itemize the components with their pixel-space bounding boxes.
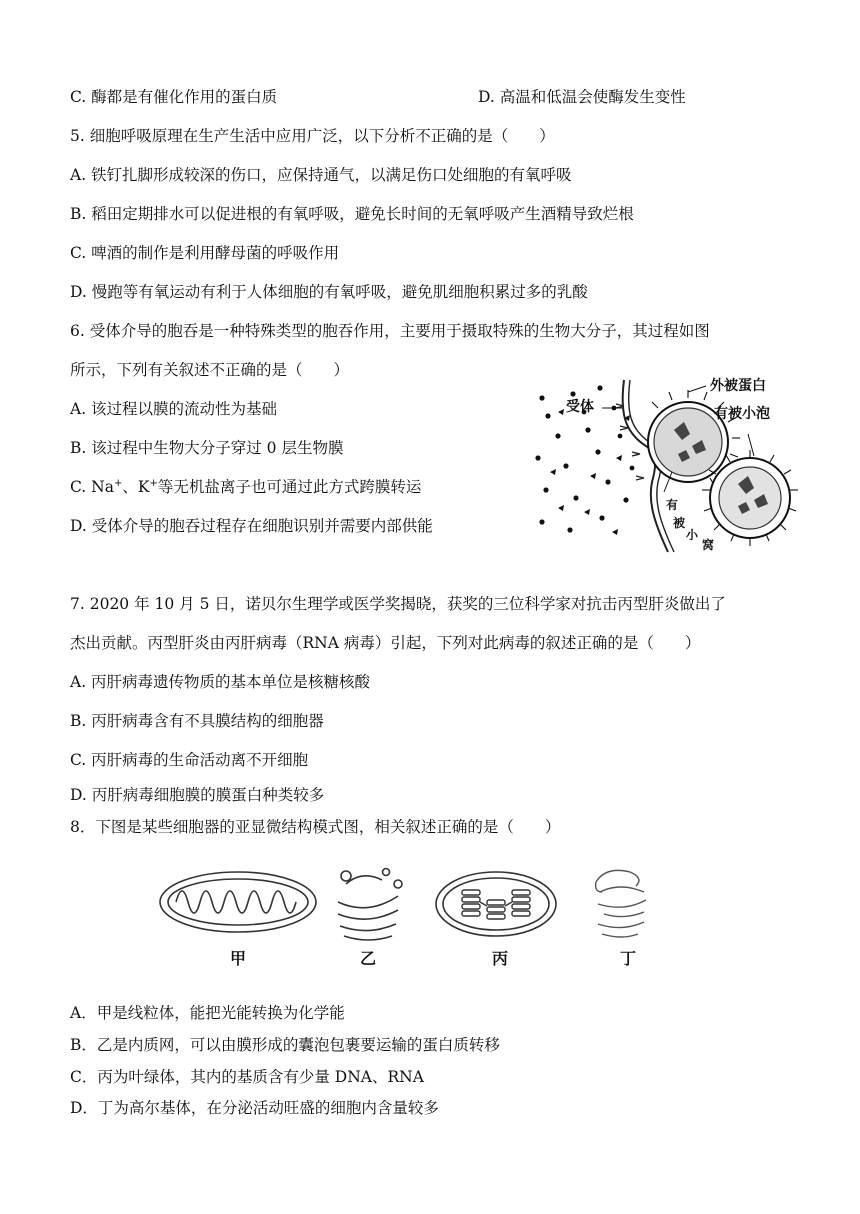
label-ding: 丁 — [620, 949, 637, 968]
q5-option-a: A. 铁钉扎脚形成较深的伤口，应保持通气，以满足伤口处细胞的有氧呼吸 — [70, 166, 572, 184]
chloroplast-icon — [436, 872, 556, 936]
q7-option-d: D. 丙肝病毒细胞膜的膜蛋白种类较多 — [70, 786, 325, 804]
label-coated-vesicle: 有被小泡 — [714, 406, 770, 422]
endoplasmic-reticulum-icon — [338, 869, 402, 941]
label-coated-pit-2: 被 — [673, 516, 686, 530]
label-coat-protein: 外被蛋白 — [710, 378, 766, 394]
potassium-charge: + — [149, 478, 158, 489]
q6-stem-line2: 所示，下列有关叙述不正确的是（ ） — [70, 361, 350, 379]
organelle-figure — [150, 862, 680, 980]
q6-option-c-mid: 、K — [122, 478, 150, 496]
q7-stem-line2: 杰出贡献。丙型肝炎由丙肝病毒（RNA 病毒）引起，下列对此病毒的叙述正确的是（ ） — [70, 634, 701, 652]
q5-option-b: B. 稻田定期排水可以促进根的有氧呼吸，避免长时间的无氧呼吸产生酒精导致烂根 — [70, 205, 634, 223]
q8-stem: 8．下图是某些细胞器的亚显微结构模式图，相关叙述正确的是（ ） — [70, 818, 561, 836]
q7-stem-line1: 7. 2020 年 10 月 5 日，诺贝尔生理学或医学奖揭晓，获奖的三位科学家对抗击丙型肝炎做出了 — [70, 595, 726, 613]
label-coated-pit-4: 窝 — [702, 538, 715, 552]
label-yi: 乙 — [360, 949, 377, 968]
golgi-icon — [596, 870, 646, 937]
q5-option-c: C. 啤酒的制作是利用酵母菌的呼吸作用 — [70, 244, 340, 262]
q5-stem: 5. 细胞呼吸原理在生产生活中应用广泛，以下分析不正确的是（ ） — [70, 127, 555, 145]
endocytosis-figure — [528, 372, 800, 554]
label-jia: 甲 — [230, 949, 247, 968]
label-coated-pit-3: 小 — [686, 528, 699, 542]
label-bing: 丙 — [492, 949, 509, 968]
q8-option-a: A．甲是线粒体，能把光能转换为化学能 — [70, 1004, 345, 1022]
q5-option-d: D. 慢跑等有氧运动有利于人体细胞的有氧呼吸，避免肌细胞积累过多的乳酸 — [70, 283, 588, 301]
q8-option-c: C．丙为叶绿体，其内的基质含有少量 DNA、RNA — [70, 1068, 424, 1086]
q7-option-c: C. 丙肝病毒的生命活动离不开细胞 — [70, 751, 309, 769]
q6-option-c — [70, 476, 421, 498]
sodium-charge: + — [113, 478, 123, 489]
q8-option-d: D．丁为高尔基体，在分泌活动旺盛的细胞内含量较多 — [70, 1099, 439, 1117]
q4-option-d: D. 高温和低温会使酶发生变性 — [478, 88, 686, 106]
q6-option-b: B. 该过程中生物大分子穿过 0 层生物膜 — [70, 439, 344, 457]
q6-option-c-pre: C. Na — [70, 478, 114, 496]
q6-option-c-post: 等无机盐离子也可通过此方式跨膜转运 — [157, 478, 422, 496]
q7-option-b: B. 丙肝病毒含有不具膜结构的细胞器 — [70, 712, 324, 730]
mitochondrion-icon — [160, 872, 316, 932]
q6-option-d: D. 受体介导的胞吞过程存在细胞识别并需要内部供能 — [70, 517, 433, 535]
q6-stem-line1: 6. 受体介导的胞吞是一种特殊类型的胞吞作用，主要用于摄取特殊的生物大分子，其过程如图 — [70, 322, 710, 340]
q8-option-b: B．乙是内质网，可以由膜形成的囊泡包裹要运输的蛋白质转移 — [70, 1036, 500, 1054]
q6-option-a: A. 该过程以膜的流动性为基础 — [70, 400, 278, 418]
label-coated-pit-1: 有 — [666, 498, 679, 512]
q4-option-c: C. 酶都是有催化作用的蛋白质 — [70, 88, 278, 106]
q7-option-a: A. 丙肝病毒遗传物质的基本单位是核糖核酸 — [70, 673, 371, 691]
label-receptor: 受体 — [566, 399, 594, 415]
